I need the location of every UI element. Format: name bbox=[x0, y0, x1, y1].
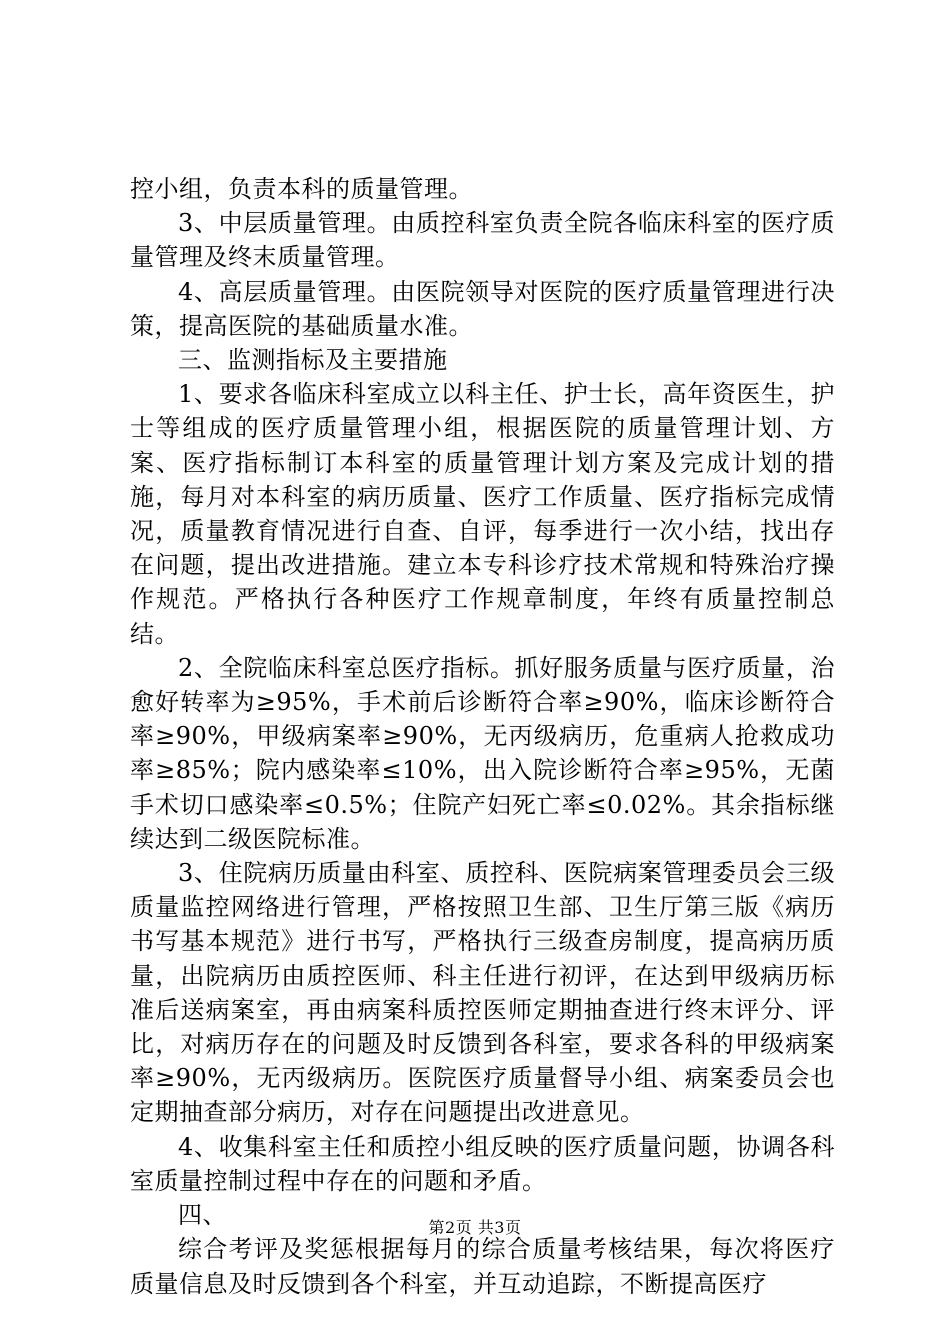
paragraph-7: 3、住院病历质量由科室、质控科、医院病案管理委员会三级质量监控网络进行管理，严格按照卫生部、卫生厅第三版《病历书写基本规范》进行书写，严格执行三级查房制度，提高病历质量，出院病历由质控医师、科主任进行初评，在达到甲级病历标准后送病案室，再由病案科质控医师定期抽查进行终末评分、评比，对病历存在的问题及时反馈到各科室，要求各科的甲级病案率≥90%，无丙级病历。医院医疗质量督导小组、病案委员会也定期抽查部分病历，对存在问题提出改进意见。 bbox=[130, 859, 835, 1127]
paragraph-6: 2、全院临床科室总医疗指标。抓好服务质量与医疗质量，治愈好转率为≥95%，手术前后诊断符合率≥90%，临床诊断符合率≥90%，甲级病案率≥90%，无丙级病历，危重病人抢救成功率≥85%；院内感染率≤10%，出入院诊断符合率≥95%，无菌手术切口感染率≤0.5%；住院产妇死亡率≤0.02%。其余指标继续达到二级医院标准。 bbox=[130, 653, 835, 853]
section-heading-3: 三、监测指标及主要措施 bbox=[178, 346, 448, 375]
paragraph-2: 3、中层质量管理。由质控科室负责全院各临床科室的医疗质量管理及终末质量管理。 bbox=[130, 209, 835, 272]
section-heading-4: 四、 bbox=[178, 1201, 227, 1230]
paragraph-5: 1、要求各临床科室成立以科主任、护士长，高年资医生，护士等组成的医疗质量管理小组，根据医院的质量管理计划、方案、医疗指标制订本科室的质量管理计划方案及完成计划的措施，每月对本科室的病历质量、医疗工作质量、医疗指标完成情况，质量教育情况进行自查、自评，每季进行一次小结，找出存在问题，提出改进措施。建立本专科诊疗技术常规和特殊治疗操作规范。严格执行各种医疗工作规章制度，年终有质量控制总结。 bbox=[130, 380, 835, 648]
page-number-footer: 第2页 共3页 bbox=[428, 1218, 522, 1237]
paragraph-3: 4、高层质量管理。由医院领导对医院的医疗质量管理进行决策，提高医院的基础质量水准。 bbox=[130, 277, 835, 340]
paragraph-8: 4、收集科室主任和质控小组反映的医疗质量问题，协调各科室质量控制过程中存在的问题和矛盾。 bbox=[130, 1132, 835, 1195]
paragraph-1: 控小组，负责本科的质量管理。 bbox=[130, 175, 473, 203]
document-body bbox=[130, 172, 835, 1301]
paragraph-10: 综合考评及奖惩根据每月的综合质量考核结果，每次将医疗质量信息及时反馈到各个科室，并互动追踪，不断提高医疗 bbox=[130, 1235, 835, 1298]
